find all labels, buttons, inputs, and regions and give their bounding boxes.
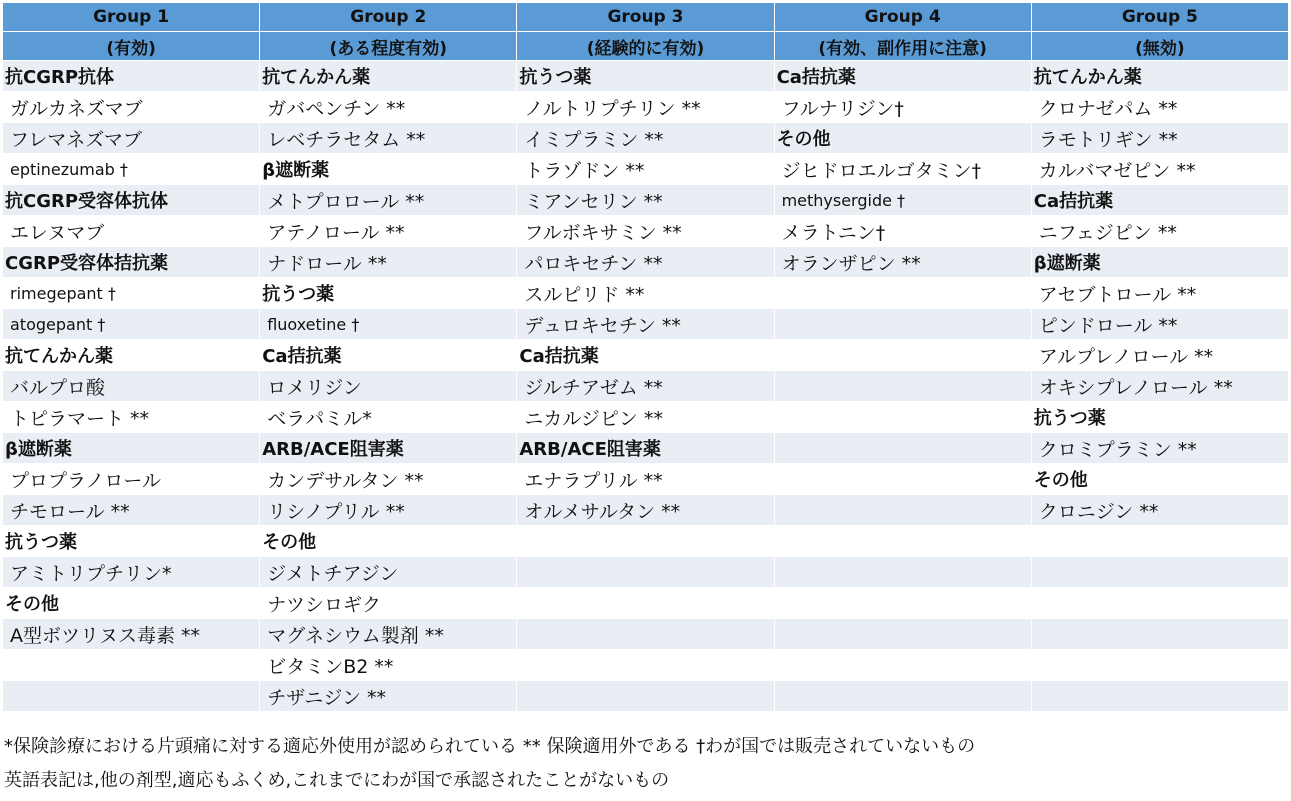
category-cell: その他 [774,123,1031,154]
drug-cell: クロミプラミン ** [1031,433,1288,464]
drug-table-container [2,2,1289,712]
table-row [3,681,1289,712]
drug-cell: スルピリド ** [517,278,774,309]
group1-subtitle: (有効) [3,32,260,61]
empty-cell [774,588,1031,619]
table-row [3,309,1289,340]
empty-cell [3,681,260,712]
drug-cell: ニフェジピン ** [1031,216,1288,247]
table-row [3,185,1289,216]
header-row-subtitles [3,32,1289,61]
drug-cell: オランザピン ** [774,247,1031,278]
drug-cell: eptinezumab † [3,154,260,185]
table-row [3,92,1289,123]
empty-cell [774,495,1031,526]
drug-cell: チザニジン ** [260,681,517,712]
empty-cell [517,681,774,712]
drug-cell: プロプラノロール [3,464,260,495]
drug-cell: A型ボツリヌス毒素 ** [3,619,260,650]
drug-cell: チモロール ** [3,495,260,526]
drug-cell: クロナゼパム ** [1031,92,1288,123]
drug-cell: fluoxetine † [260,309,517,340]
empty-cell [774,402,1031,433]
empty-cell [774,340,1031,371]
table-row [3,650,1289,681]
empty-cell [774,309,1031,340]
category-cell: ARB/ACE阻害薬 [260,433,517,464]
empty-cell [774,464,1031,495]
category-cell: 抗CGRP受容体抗体 [3,185,260,216]
category-cell: 抗うつ薬 [1031,402,1288,433]
group4-title: Group 4 [774,3,1031,32]
empty-cell [517,650,774,681]
drug-cell: ガルカネズマブ [3,92,260,123]
empty-cell [774,557,1031,588]
footnotes [4,730,975,798]
drug-cell: エレヌマブ [3,216,260,247]
empty-cell [3,650,260,681]
table-row [3,123,1289,154]
drug-cell: ナドロール ** [260,247,517,278]
category-cell: 抗てんかん薬 [260,61,517,92]
table-row [3,526,1289,557]
footnote-line-1: *保険診療における片頭痛に対する適応外使用が認められている ** 保険適用外である †わが国では販売されていないもの [4,736,976,757]
group3-subtitle: (経験的に有効) [517,32,774,61]
category-cell: その他 [3,588,260,619]
category-cell: 抗てんかん薬 [3,340,260,371]
empty-cell [1031,526,1288,557]
table-row [3,61,1289,92]
category-cell: β遮断薬 [1031,247,1288,278]
drug-cell: リシノプリル ** [260,495,517,526]
table-row [3,464,1289,495]
category-cell: Ca拮抗薬 [1031,185,1288,216]
drug-cell: ニカルジピン ** [517,402,774,433]
drug-cell: rimegepant † [3,278,260,309]
drug-cell: オルメサルタン ** [517,495,774,526]
category-cell: β遮断薬 [3,433,260,464]
drug-cell: フレマネズマブ [3,123,260,154]
empty-cell [517,588,774,619]
group2-title: Group 2 [260,3,517,32]
drug-cell: エナラプリル ** [517,464,774,495]
drug-group-table [2,2,1289,712]
table-row [3,588,1289,619]
drug-cell: クロニジン ** [1031,495,1288,526]
drug-cell: ラモトリギン ** [1031,123,1288,154]
category-cell: 抗てんかん薬 [1031,61,1288,92]
empty-cell [774,371,1031,402]
group5-subtitle: (無効) [1031,32,1288,61]
empty-cell [1031,681,1288,712]
drug-cell: ジヒドロエルゴタミン† [774,154,1031,185]
group2-subtitle: (ある程度有効) [260,32,517,61]
drug-cell: レベチラセタム ** [260,123,517,154]
empty-cell [774,619,1031,650]
table-row [3,619,1289,650]
table-row [3,371,1289,402]
drug-cell: ミアンセリン ** [517,185,774,216]
empty-cell [1031,650,1288,681]
table-row [3,495,1289,526]
category-cell: CGRP受容体拮抗薬 [3,247,260,278]
category-cell: その他 [1031,464,1288,495]
drug-cell: ロメリジン [260,371,517,402]
empty-cell [774,526,1031,557]
category-cell: 抗うつ薬 [517,61,774,92]
table-row [3,247,1289,278]
drug-cell: methysergide † [774,185,1031,216]
category-cell: β遮断薬 [260,154,517,185]
drug-cell: ナツシロギク [260,588,517,619]
drug-cell: ガバペンチン ** [260,92,517,123]
drug-cell: ピンドロール ** [1031,309,1288,340]
drug-cell: オキシプレノロール ** [1031,371,1288,402]
empty-cell [774,433,1031,464]
drug-cell: バルプロ酸 [3,371,260,402]
empty-cell [774,681,1031,712]
category-cell: 抗うつ薬 [260,278,517,309]
empty-cell [517,557,774,588]
drug-cell: トラゾドン ** [517,154,774,185]
group5-title: Group 5 [1031,3,1288,32]
drug-cell: アミトリプチリン* [3,557,260,588]
table-row [3,154,1289,185]
drug-cell: ジルチアゼム ** [517,371,774,402]
drug-cell: ベラパミル* [260,402,517,433]
table-row [3,433,1289,464]
empty-cell [517,526,774,557]
drug-cell: トピラマート ** [3,402,260,433]
drug-cell: カルバマゼピン ** [1031,154,1288,185]
drug-cell: イミプラミン ** [517,123,774,154]
header-row-titles [3,3,1289,32]
empty-cell [774,650,1031,681]
category-cell: Ca拮抗薬 [774,61,1031,92]
table-row [3,340,1289,371]
category-cell: 抗うつ薬 [3,526,260,557]
empty-cell [774,278,1031,309]
drug-cell: ジメトチアジン [260,557,517,588]
category-cell: Ca拮抗薬 [517,340,774,371]
drug-cell: フルナリジン† [774,92,1031,123]
drug-cell: アテノロール ** [260,216,517,247]
drug-cell: フルボキサミン ** [517,216,774,247]
drug-cell: ノルトリプチリン ** [517,92,774,123]
category-cell: その他 [260,526,517,557]
drug-cell: メラトニン† [774,216,1031,247]
drug-cell: ビタミンB2 ** [260,650,517,681]
group4-subtitle: (有効、副作用に注意) [774,32,1031,61]
drug-cell: マグネシウム製剤 ** [260,619,517,650]
category-cell: 抗CGRP抗体 [3,61,260,92]
category-cell: ARB/ACE阻害薬 [517,433,774,464]
empty-cell [1031,619,1288,650]
drug-cell: atogepant † [3,309,260,340]
drug-cell: アルプレノロール ** [1031,340,1288,371]
drug-cell: メトプロロール ** [260,185,517,216]
drug-cell: デュロキセチン ** [517,309,774,340]
table-row [3,402,1289,433]
drug-cell: パロキセチン ** [517,247,774,278]
empty-cell [1031,557,1288,588]
footnote-line-2: 英語表記は,他の剤型,適応もふくめ,これまでにわが国で承認されたことがないもの [4,770,670,791]
drug-cell: アセブトロール ** [1031,278,1288,309]
category-cell: Ca拮抗薬 [260,340,517,371]
empty-cell [1031,588,1288,619]
empty-cell [517,619,774,650]
table-row [3,557,1289,588]
table-row [3,216,1289,247]
drug-table-body [3,61,1289,712]
group3-title: Group 3 [517,3,774,32]
table-row [3,278,1289,309]
drug-cell: カンデサルタン ** [260,464,517,495]
group1-title: Group 1 [3,3,260,32]
